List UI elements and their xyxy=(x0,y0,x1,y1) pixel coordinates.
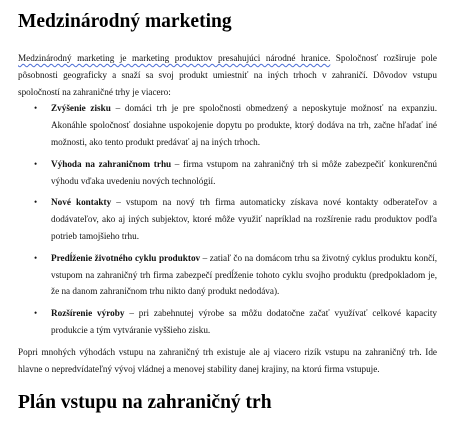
benefit-term: Výhoda na zahraničnom trhu xyxy=(51,158,172,169)
benefit-term: Rozšírenie výroby xyxy=(51,308,125,319)
benefit-text: – vstupom na nový trh firma automaticky získava nové kontakty odberateľov a dodávateľov, ako aj iných subjektov, ktoré môže využiť napríklad na rozšírenie radu produktov podľa potrieb tamojšieho trhu. xyxy=(51,197,437,241)
benefit-text: – zatiaľ čo na domácom trhu sa životný cyklus produktu končí, vstupom na zahraničný trh firma zabezpečí predĺženie tohoto cyklu svojho produktu (predpokladom je, že na danom zahraničnom trhu nikto daný produkt nedodáva). xyxy=(51,252,438,297)
bullet-icon: • xyxy=(34,197,38,208)
bullet-icon: • xyxy=(34,103,38,114)
bullet-icon: • xyxy=(34,158,38,169)
benefit-text: – domáci trh je pre spoločnosti obmedzený a neposkytuje možnosť na expanziu. Akonáhle spoločnosť dosiahne uspokojenie dopytu po produkte, ktorý dodáva na trh, začne hľadať iné možnosti, ako tento produkt predávať aj na iných trhoch. xyxy=(51,103,437,147)
section-heading: Plán vstupu na zahraničný trh xyxy=(18,392,272,414)
benefit-term: Nové kontakty xyxy=(51,197,112,208)
benefit-term: Predĺženie životného cyklu produktov xyxy=(51,252,201,263)
list-item xyxy=(34,100,437,150)
benefit-text: – firma vstupom na zahraničný trh si môže zabezpečiť konkurenčnú výhodu vďaka uvedeniu nových technológií. xyxy=(51,158,438,186)
closing-paragraph: Popri mnohých výhodách vstupu na zahraničný trh existuje ale aj viacero rizík vstupu na zahraničný trh. Ide hlavne o nepredvídateľný vývoj vládnej a menovej stability danej krajiny, na ktorú firma vstupuje. xyxy=(18,346,437,374)
intro-definition: Medzinárodný marketing je marketing produktov presahujúci národné hranice. xyxy=(18,53,331,63)
list-item xyxy=(34,250,438,300)
list-item xyxy=(34,194,437,244)
page-title: Medzinárodný marketing xyxy=(18,11,232,32)
list-item xyxy=(34,156,438,190)
intro-text: Spoločnosť rozširuje pole pôsobnosti geograficky a snaží sa svoj produkt umiestniť na iných trhoch v zahraničí. Dôvodov vstupu spoločností na zahraničné trhy je viacero: xyxy=(18,53,437,97)
bullet-icon: • xyxy=(34,252,38,263)
benefit-term: Zvýšenie zisku xyxy=(51,103,111,114)
intro-paragraph xyxy=(18,50,437,100)
list-item xyxy=(34,305,438,339)
benefit-text: – pri zabehnutej výrobe sa môžu dodatočne začať využívať celkové kapacity produkcie a tým vytváranie vyššieho zisku. xyxy=(51,308,438,335)
benefits-list xyxy=(18,100,437,338)
bullet-icon: • xyxy=(34,308,38,319)
